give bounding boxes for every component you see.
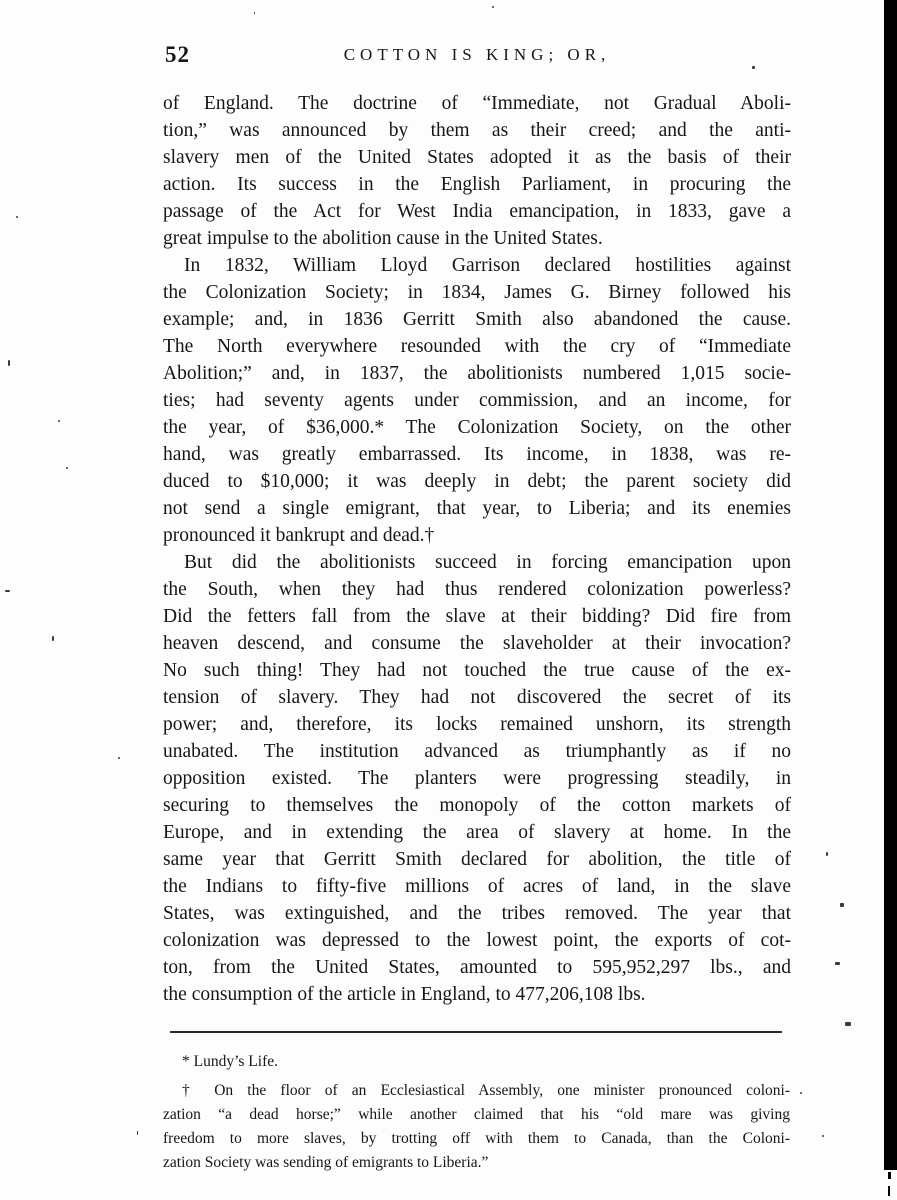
text-line: Did the fetters fall from the slave at their bidding? Did fire from	[163, 606, 791, 627]
page-header	[163, 42, 791, 72]
footnotes	[163, 1050, 790, 1175]
scan-speck	[66, 467, 68, 469]
text-line: pronounced it bankrupt and dead.†	[163, 525, 435, 546]
text-line: Abolition;” and, in 1837, the abolitionists numbered 1,015 socie-	[163, 363, 791, 384]
paragraph	[163, 90, 791, 252]
scan-speck	[835, 962, 840, 965]
text-line: great impulse to the abolition cause in the United States.	[163, 228, 603, 249]
paragraph	[163, 549, 791, 1008]
text-line: But did the abolitionists succeed in forcing emancipation upon	[184, 552, 791, 573]
scan-speck	[800, 1092, 802, 1094]
paragraph	[163, 1079, 790, 1175]
scan-speck	[845, 1022, 851, 1026]
scan-speck	[752, 66, 755, 69]
text-line: opposition existed. The planters were progressing steadily, in	[163, 768, 791, 789]
text-line: example; and, in 1836 Gerritt Smith also abandoned the cause.	[163, 309, 791, 330]
text-line: slavery men of the United States adopted it as the basis of their	[163, 147, 791, 168]
text-line: colonization was depressed to the lowest point, the exports of cot-	[163, 930, 791, 951]
text-line: duced to $10,000; it was deeply in debt; the parent society did	[163, 471, 791, 492]
paragraph	[163, 252, 791, 549]
scan-speck	[118, 757, 120, 759]
scan-speck	[492, 6, 494, 8]
scan-speck	[8, 360, 10, 366]
text-line: The North everywhere resounded with the cry of “Immediate	[163, 336, 791, 357]
text-line: hand, was greatly embarrassed. Its income, in 1838, was re-	[163, 444, 791, 465]
scan-edge-mark	[888, 1186, 890, 1196]
text-line: the South, when they had thus rendered colonization powerless?	[163, 579, 791, 600]
scan-speck	[137, 1131, 138, 1135]
text-line: States, was extinguished, and the tribes removed. The year that	[163, 903, 791, 924]
text-line: the Indians to fifty-five millions of acres of land, in the slave	[163, 876, 791, 897]
text-line: not send a single emigrant, that year, to Liberia; and its enemies	[163, 498, 791, 519]
scan-speck	[5, 590, 10, 592]
page-number: 52	[165, 42, 190, 67]
scan-speck	[254, 12, 255, 14]
text-line: tion,” was announced by them as their creed; and the anti-	[163, 120, 791, 141]
footnote-line: zation Society was sending of emigrants to Liberia.”	[163, 1154, 489, 1171]
body-text	[163, 90, 791, 1008]
text-line: ties; had seventy agents under commission, and an income, for	[163, 390, 791, 411]
text-line: the year, of $36,000.* The Colonization Society, on the other	[163, 417, 791, 438]
scan-speck	[826, 852, 828, 856]
footnote-line: † On the floor of an Ecclesiastical Assembly, one minister pronounced coloni-	[182, 1082, 790, 1099]
scan-speck	[52, 636, 54, 641]
scan-edge-mark	[888, 1172, 891, 1179]
scan-speck	[840, 903, 844, 907]
text-line: ton, from the United States, amounted to 595,952,297 lbs., and	[163, 957, 791, 978]
text-line: the Colonization Society; in 1834, James G. Birney followed his	[163, 282, 791, 303]
scan-speck	[16, 216, 18, 218]
scan-speck	[822, 1135, 824, 1137]
footnote-separator	[170, 1031, 782, 1033]
text-line: action. Its success in the English Parliament, in procuring the	[163, 174, 791, 195]
text-line: of England. The doctrine of “Immediate, not Gradual Aboli-	[163, 93, 791, 114]
running-header: COTTON IS KING; OR,	[343, 45, 611, 64]
text-line: In 1832, William Lloyd Garrison declared hostilities against	[184, 255, 791, 276]
footnote-line: * Lundy’s Life.	[182, 1053, 278, 1070]
footnote-line: zation “a dead horse;” while another claimed that his “old mare was giving	[163, 1106, 790, 1123]
text-line: the consumption of the article in England, to 477,206,108 lbs.	[163, 984, 646, 1005]
text-line: unabated. The institution advanced as triumphantly as if no	[163, 741, 791, 762]
text-line: No such thing! They had not touched the true cause of the ex-	[163, 660, 791, 681]
paragraph	[163, 1050, 790, 1074]
scan-speck	[58, 420, 60, 422]
text-line: heaven descend, and consume the slaveholder at their invocation?	[163, 633, 791, 654]
text-line: power; and, therefore, its locks remained unshorn, its strength	[163, 714, 791, 735]
text-line: tension of slavery. They had not discovered the secret of its	[163, 687, 791, 708]
footnote-line: freedom to more slaves, by trotting off with them to Canada, than the Coloni-	[163, 1130, 790, 1147]
text-line: Europe, and in extending the area of slavery at home. In the	[163, 822, 791, 843]
text-line: securing to themselves the monopoly of the cotton markets of	[163, 795, 791, 816]
scan-edge-bar	[884, 0, 897, 1170]
text-line: passage of the Act for West India emancipation, in 1833, gave a	[163, 201, 791, 222]
text-line: same year that Gerritt Smith declared for abolition, the title of	[163, 849, 791, 870]
